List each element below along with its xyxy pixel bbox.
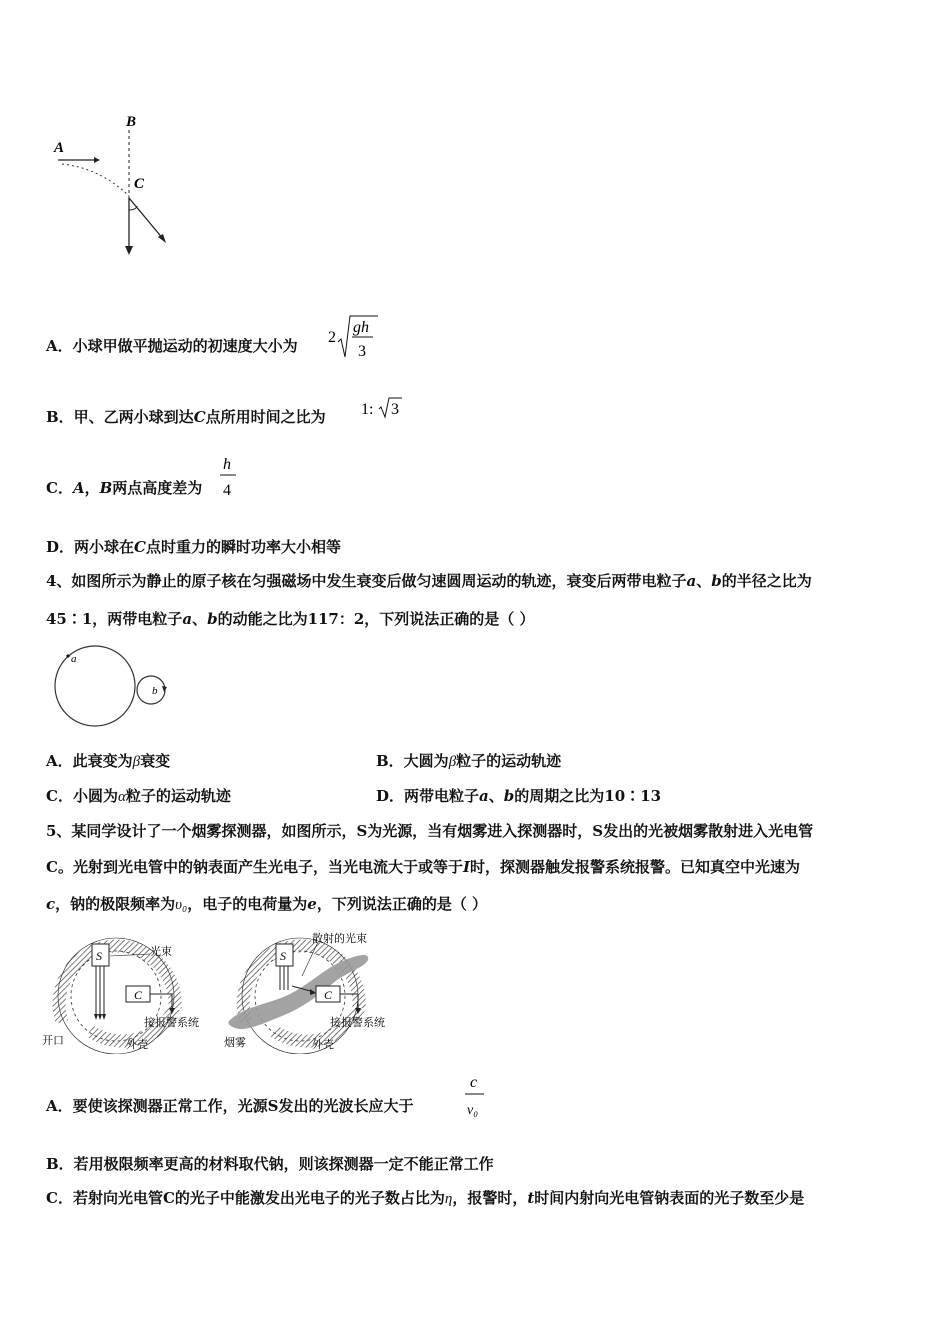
phototube-label: C: [134, 988, 143, 1002]
big-circle-label: a: [71, 653, 77, 665]
question-5-line-3: [46, 893, 487, 916]
option-4c-suffix: 粒子的运动轨迹: [125, 787, 231, 805]
var-nu0: υ₀: [175, 897, 188, 913]
formula-v0: v₀: [467, 1103, 479, 1118]
option-5a-text: A．要使该探测器正常工作，光源S发出的光波长应大于: [46, 1097, 414, 1115]
option-5c-sep: ，报警时，: [452, 1189, 528, 1207]
light-source-label: S: [96, 949, 102, 963]
var-b: b: [207, 610, 218, 628]
option-4c-prefix: C．小圆为: [46, 787, 118, 805]
q4-text-end: 的动能之比为117：2，下列说法正确的是（ ）: [217, 610, 535, 628]
var-a: a: [182, 610, 193, 628]
shell-label: 外壳: [126, 1038, 148, 1051]
formula-1-sqrt3: [360, 394, 406, 420]
point-b-label: B: [126, 114, 137, 130]
formula-h: h: [223, 456, 231, 473]
q5-text: ，电子的电荷量为: [187, 895, 308, 913]
alarm-label: 接报警系统: [330, 1016, 385, 1029]
smoke-detector-diagram: [40, 928, 400, 1054]
question-5-line-2: [46, 856, 800, 878]
formula-c-over-v0: [462, 1070, 488, 1120]
small-circle-label: b: [152, 685, 158, 697]
option-4a[interactable]: [46, 750, 170, 773]
option-4c[interactable]: [46, 785, 231, 808]
option-3d-prefix: D．两小球在: [46, 538, 135, 556]
detector-smoke: [224, 931, 385, 1054]
option-4b-prefix: B．大圆为: [376, 752, 449, 770]
q5-text: C。光射到光电管中的钠表面产生光电子，当光电流大于或等于: [46, 858, 463, 876]
q4-text: 45∶1，两带电粒子: [46, 610, 183, 628]
option-5a[interactable]: [46, 1095, 413, 1117]
option-5c-text-end: 时间内射向光电管钠表面的光子数至少是: [534, 1189, 805, 1207]
option-4d[interactable]: [376, 785, 661, 807]
detector-normal: [42, 938, 199, 1054]
formula-ratio: 1:: [361, 401, 374, 418]
var-b: b: [503, 787, 515, 805]
option-3b-prefix: B．甲、乙两小球到达: [46, 408, 194, 426]
q5-text: 5、某同学设计了一个烟雾探测器，如图所示，S为光源，当有烟雾进入探测器时，S发出的光被烟雾散射进入光电管: [46, 822, 814, 840]
option-3b-var: C: [193, 408, 206, 426]
scattered-beam-label: 散射的光束: [312, 932, 367, 945]
option-4b-suffix: 粒子的运动轨迹: [456, 752, 562, 770]
option-3c[interactable]: [46, 477, 202, 499]
decay-circles-diagram: [48, 644, 176, 730]
option-4d-suffix: 的周期之比为10∶13: [514, 787, 662, 805]
option-3d-suffix: 点时重力的瞬时功率大小相等: [145, 538, 341, 556]
q5-text-end: ，下列说法正确的是（ ）: [316, 895, 488, 913]
option-3c-var-a: A: [72, 479, 85, 497]
q4-text-end: 的半径之比为: [721, 572, 812, 590]
beam-label: 光束: [150, 945, 172, 958]
shell-label: 外壳: [312, 1038, 334, 1051]
option-3a[interactable]: [46, 335, 298, 357]
option-3a-text: A．小球甲做平抛运动的初速度大小为: [46, 337, 298, 355]
formula-sqrt-val: 3: [391, 401, 399, 418]
formula-2-sqrt-gh-over-3: [326, 312, 382, 362]
option-4b[interactable]: [376, 750, 561, 773]
option-3b-suffix: 点所用时间之比为: [205, 408, 326, 426]
option-3c-suffix: 两点高度差为: [112, 479, 203, 497]
q4-text: 4、如图所示为静止的原子核在匀强磁场中发生衰变后做匀速圆周运动的轨迹，衰变后两带电粒子: [46, 572, 687, 590]
q5-text-end: 时，探测器触发报警系统报警。已知真空中光速为: [469, 858, 800, 876]
phototube-label: C: [324, 988, 333, 1002]
var-a: a: [479, 787, 489, 805]
var-i: I: [462, 858, 470, 876]
option-5b[interactable]: [46, 1153, 494, 1175]
option-5b-text: B．若用极限频率更高的材料取代钠，则该探测器一定不能正常工作: [46, 1155, 494, 1173]
var-c: c: [46, 895, 56, 913]
option-3c-var-b: B: [99, 479, 113, 497]
option-4c-greek: α: [117, 789, 126, 805]
formula-den: 3: [358, 343, 366, 360]
smoke-label: 烟雾: [224, 1036, 246, 1049]
option-4d-prefix: D．两带电粒子: [376, 787, 480, 805]
option-4a-greek: β: [132, 754, 141, 770]
formula-coef: 2: [328, 329, 336, 346]
formula-c: c: [470, 1074, 478, 1091]
formula-h-over-4: [216, 452, 240, 500]
option-4b-greek: β: [448, 754, 457, 770]
option-5c[interactable]: [46, 1187, 804, 1210]
var-b: b: [711, 572, 722, 590]
formula-4: 4: [223, 482, 231, 499]
opening-label: 开口: [42, 1034, 64, 1047]
option-4a-suffix: 衰变: [140, 752, 171, 770]
q4-sep: 、: [696, 572, 712, 590]
var-e: e: [307, 895, 317, 913]
option-3c-comma: ，: [84, 479, 100, 497]
formula-num: gh: [353, 319, 369, 336]
light-source-label: S: [280, 949, 286, 963]
q4-sep: 、: [192, 610, 208, 628]
var-t: t: [527, 1189, 535, 1207]
option-5c-text: C．若射向光电管C的光子中能激发出光电子的光子数占比为: [46, 1189, 445, 1207]
q5-text: ，钠的极限频率为: [55, 895, 176, 913]
option-3d[interactable]: [46, 536, 341, 558]
question-4-line-2: [46, 608, 535, 630]
projectile-diagram: [50, 110, 180, 260]
point-c-label: C: [134, 176, 145, 192]
var-a: a: [686, 572, 697, 590]
option-3d-var: C: [134, 538, 146, 556]
question-4-line-1: [46, 570, 812, 592]
option-4a-prefix: A．此衰变为: [46, 752, 133, 770]
option-3c-prefix: C．: [46, 479, 73, 497]
point-a-label: A: [54, 140, 65, 156]
option-4d-sep: 、: [488, 787, 504, 805]
option-3b[interactable]: [46, 406, 326, 428]
question-5-line-1: [46, 820, 813, 842]
alarm-label: 接报警系统: [144, 1016, 199, 1029]
var-eta: η: [444, 1191, 453, 1207]
